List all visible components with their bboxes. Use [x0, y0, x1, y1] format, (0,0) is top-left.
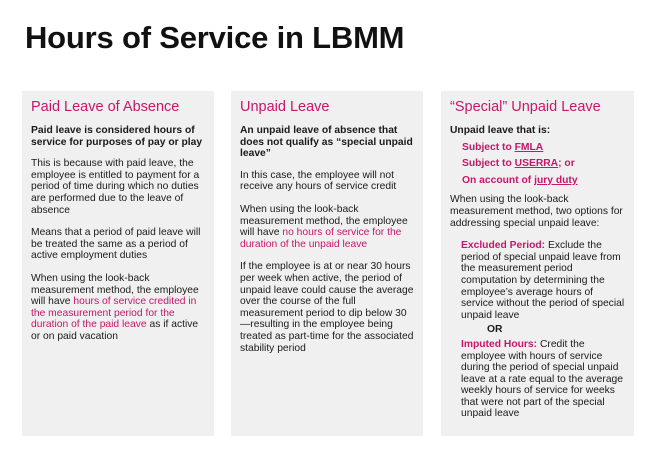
unpaid-leave-p2-before: When using the look-back measurement method, the employee will have	[240, 203, 408, 239]
unpaid-leave-panel	[231, 91, 423, 436]
jury-duty-link[interactable]: jury duty	[534, 174, 578, 186]
paid-leave-p3-after: as if active or on paid vacation	[31, 319, 199, 342]
fmla-link[interactable]: FMLA	[514, 141, 544, 153]
unpaid-leave-paragraph-3: If the employee is at or near 30 hours per week when active, the period of unpaid leave could cause the average over the course of the full measurement period to dip below 30—resulting in the employee being treated as part-time for the associated stability period	[240, 261, 414, 354]
item1-prefix: Subject to	[462, 141, 515, 153]
excluded-period-option	[461, 240, 625, 321]
special-unpaid-leave-lead: Unpaid leave that is:	[450, 125, 551, 136]
special-unpaid-leave-panel	[441, 91, 634, 436]
special-unpaid-leave-heading: “Special” Unpaid Leave	[450, 99, 601, 115]
unpaid-leave-lead: An unpaid leave of absence that does not qualify as “special unpaid leave”	[240, 125, 413, 160]
userra-link[interactable]: USERRA	[514, 158, 559, 170]
list-item	[462, 175, 625, 187]
paid-leave-p3-highlight: hours of service credited in the measurement period for the duration of the paid leave	[31, 296, 197, 331]
or-separator: OR	[487, 324, 503, 336]
excluded-period-text: Exclude the period of special unpaid leave from the measurement period computation by determining the employee’s average hours of service without the period of special unpaid leave	[461, 240, 625, 321]
paid-leave-paragraph-1: This is because with paid leave, the employee is entitled to payment for a period of time during which no duties are performed due to the leave of absence	[31, 158, 200, 216]
special-leave-list	[450, 142, 625, 187]
paid-leave-heading: Paid Leave of Absence	[31, 99, 180, 115]
item2-prefix: Subject to	[462, 158, 515, 170]
paid-leave-panel	[22, 91, 214, 436]
list-item	[462, 158, 625, 170]
paid-leave-paragraph-2: Means that a period of paid leave will be treated the same as a period of active employment duties	[31, 227, 201, 262]
paid-leave-lead: Paid leave is considered hours of service for purposes of pay or play	[31, 125, 203, 148]
special-leave-intro: When using the look-back measurement method, two options for addressing special unpaid leave:	[450, 194, 623, 229]
item2-suffix: ; or	[558, 158, 575, 170]
unpaid-leave-paragraph-1: In this case, the employee will not receive any hours of service credit	[240, 169, 397, 193]
item3-prefix: On account of	[462, 174, 535, 186]
list-item	[462, 142, 625, 154]
page-title: Hours of Service in LBMM	[25, 20, 405, 55]
excluded-period-label: Excluded Period:	[461, 240, 546, 252]
unpaid-leave-heading: Unpaid Leave	[240, 99, 330, 115]
paid-leave-p3-before: When using the look-back measurement method, the employee will have	[31, 272, 199, 308]
imputed-hours-text: Credit the employee with hours of service during the period of special unpaid leave at a rate equal to the average weekly hours of service for weeks that were not part of the special unpaid leave	[461, 338, 624, 420]
paid-leave-paragraph-3	[31, 273, 205, 343]
unpaid-leave-p2-highlight: no hours of service for the duration of the unpaid leave	[240, 227, 402, 250]
imputed-hours-option	[461, 339, 625, 420]
imputed-hours-label: Imputed Hours:	[461, 338, 538, 350]
unpaid-leave-paragraph-2	[240, 204, 414, 250]
